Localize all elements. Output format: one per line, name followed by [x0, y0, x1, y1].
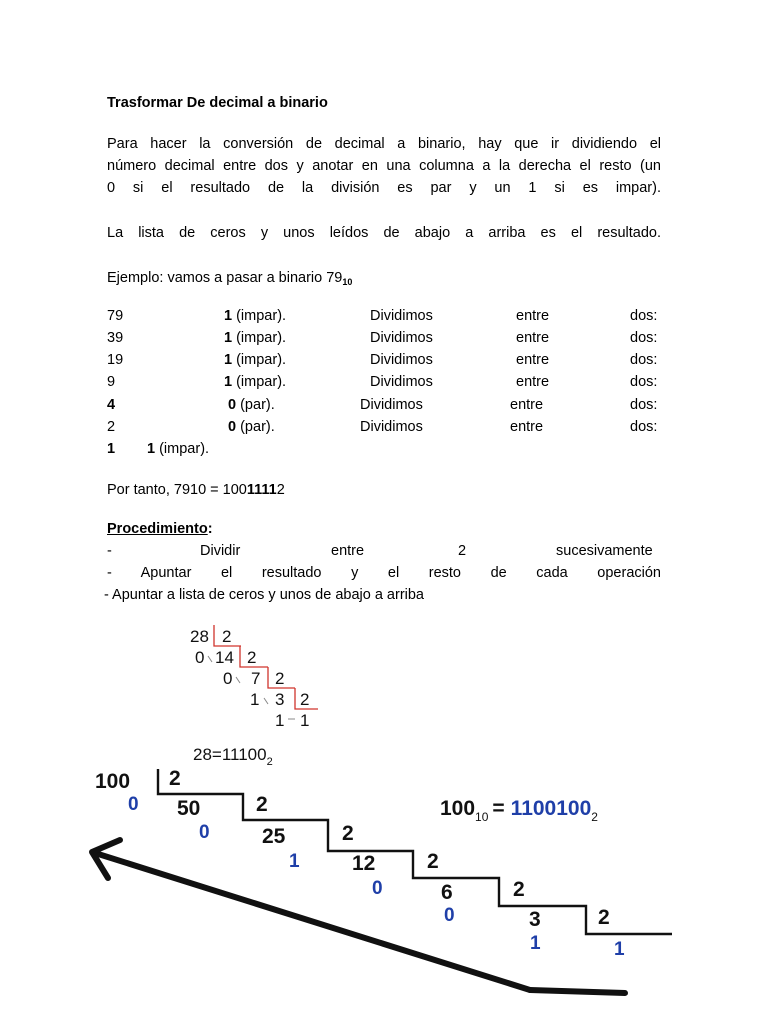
remainder-cell: 1 (impar). — [224, 308, 287, 324]
diagram28-quotient: 7 — [251, 669, 261, 688]
quotient-value: 50 — [177, 797, 201, 820]
diagram28-divisor: 2 — [275, 669, 285, 688]
reading-direction-arrow — [92, 840, 625, 993]
step-word-a: Dividimos — [370, 352, 433, 368]
page-title: Trasformar De decimal a binario — [107, 95, 328, 111]
diagram28-remainder: 0 — [223, 669, 233, 688]
staircase-lines — [158, 769, 672, 934]
quotient-value: 100 — [95, 770, 131, 793]
diagram28-remainder: 0 — [195, 648, 205, 667]
diagram28-remainder: 1 — [250, 690, 260, 709]
intro-line-3: 0 si el resultado de la división es par y un 1 si es impar). — [107, 180, 661, 196]
result-prefix: Por tanto, 7910 = 100 — [107, 482, 247, 498]
step-word-a: Dividimos — [370, 330, 433, 346]
remainder-digit: 0 — [199, 822, 210, 843]
step-word-b: entre — [510, 419, 544, 435]
diagram28-tick-marks — [208, 656, 295, 719]
diagram28-red-lines — [214, 625, 318, 709]
step-word-c: dos: — [630, 330, 658, 346]
diagram28-quotient: 14 — [215, 648, 234, 667]
example-text: Ejemplo: vamos a pasar a binario 79 — [107, 270, 343, 286]
step-word-b: entre — [510, 397, 544, 413]
remainder-digit: 1 — [530, 933, 541, 954]
step-word-a: Dividimos — [370, 374, 433, 390]
step-word-c: dos: — [630, 419, 658, 435]
diagram28-divisor: 2 — [222, 627, 232, 646]
quotient-value: 3 — [529, 908, 541, 931]
dividend: 9 — [107, 374, 116, 390]
result-suffix: 2 — [276, 482, 285, 498]
remainder-digit: 1 — [614, 939, 625, 960]
dividend: 4 — [107, 397, 116, 413]
remainder-cell: 0 (par). — [228, 419, 275, 435]
diagram28-remainder: 1 — [275, 711, 285, 730]
reading-order-note: La lista de ceros y unos leídos de abajo a arriba es el resultado. — [107, 225, 661, 241]
dividend: 1 — [107, 441, 116, 457]
divisor-value: 2 — [256, 793, 268, 816]
dividend: 79 — [107, 308, 124, 324]
diagram28-dividend: 28 — [190, 627, 209, 646]
procedure-heading: Procedimiento: — [107, 521, 213, 537]
procedure-step-2: - Apuntar el resultado y el resto de cada operación — [107, 565, 661, 581]
step-word-b: entre — [516, 352, 550, 368]
step-word-a: Dividimos — [360, 397, 423, 413]
remainder-digit: 0 — [372, 878, 383, 899]
remainder-digit: 1 — [289, 851, 300, 872]
conversion-equation: $100_{10} = 1100100_2$ — [440, 797, 598, 824]
remainder-cell: 1 (impar). — [147, 441, 210, 457]
example-line — [107, 267, 352, 293]
quotient-value: 12 — [352, 852, 376, 875]
diagram28-quotient: 1 — [300, 711, 310, 730]
divisor-value: 2 — [427, 850, 439, 873]
example-base: 10 — [342, 277, 353, 287]
step-word-c: dos: — [630, 374, 658, 390]
procedure-step-3: - Apuntar a lista de ceros y unos de abajo a arriba — [104, 587, 424, 603]
remainder-cell: 0 (par). — [228, 397, 275, 413]
step-word-c: dos: — [630, 352, 658, 368]
divisor-value: 2 — [598, 906, 610, 929]
divisor-value: 2 — [513, 878, 525, 901]
remainder-digit: 0 — [128, 794, 139, 815]
diagram28-result: $28=11100_2$ — [193, 745, 273, 768]
quotient-value: 25 — [262, 825, 286, 848]
remainder-digit: 0 — [444, 905, 455, 926]
intro-line-1: Para hacer la conversión de decimal a binario, hay que ir dividiendo el — [107, 136, 661, 152]
quotient-value: 6 — [441, 881, 453, 904]
remainder-cell: 1 (impar). — [224, 352, 287, 368]
diagram28-divisor: 2 — [300, 690, 310, 709]
dividend: 2 — [107, 419, 116, 435]
step-word-c: dos: — [630, 397, 658, 413]
remainder-cell: 1 (impar). — [224, 374, 287, 390]
step-word-a: Dividimos — [360, 419, 423, 435]
step-word-b: entre — [516, 374, 550, 390]
divisor-value: 2 — [342, 822, 354, 845]
remainder-cell: 1 (impar). — [224, 330, 287, 346]
step-word-b: entre — [516, 330, 550, 346]
diagram28-divisor: 2 — [247, 648, 257, 667]
diagram28-quotient: 3 — [275, 690, 285, 709]
divisor-value: 2 — [169, 767, 181, 790]
step-word-a: Dividimos — [370, 308, 433, 324]
intro-line-2: número decimal entre dos y anotar en una columna a la derecha el resto (un — [107, 158, 661, 174]
step-word-b: entre — [516, 308, 550, 324]
step-word-c: dos: — [630, 308, 658, 324]
result-bold-digits: 1111 — [246, 482, 277, 498]
dividend: 39 — [107, 330, 124, 346]
result-line — [107, 479, 285, 501]
dividend: 19 — [107, 352, 124, 368]
